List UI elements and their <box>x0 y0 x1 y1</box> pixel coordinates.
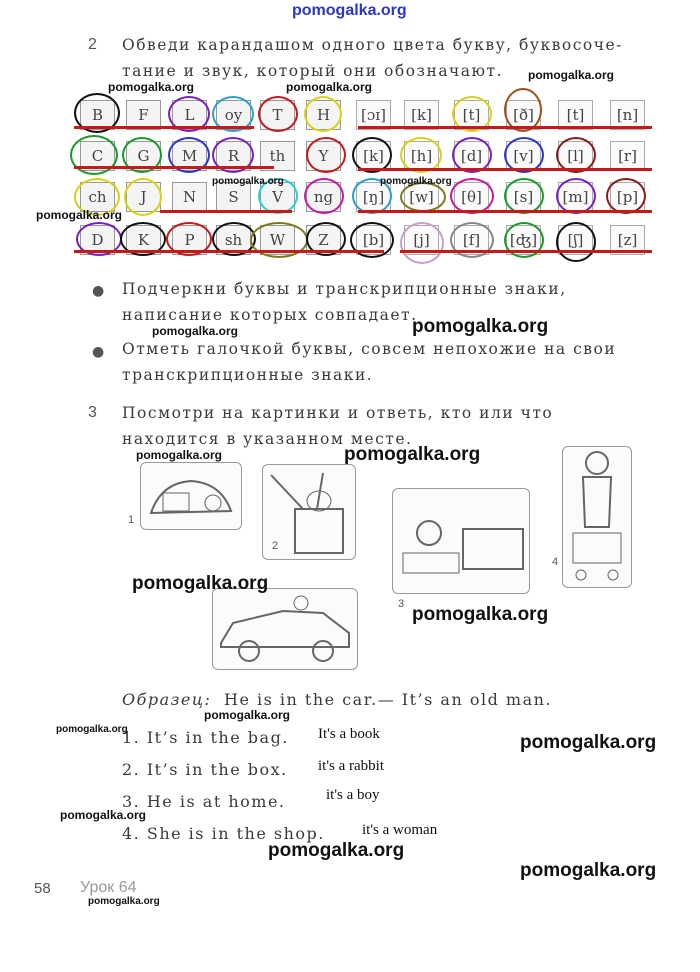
sound-cell: [v] <box>506 141 541 171</box>
red-underline <box>160 210 292 213</box>
bullet-2-line2: транскрипционные знаки. <box>122 366 374 384</box>
letter-cell: H <box>306 100 341 130</box>
letter-cell: S <box>216 182 251 212</box>
sound-cell: [n] <box>610 100 645 130</box>
sound-cell: [w] <box>404 182 439 212</box>
circle-mark <box>556 178 596 214</box>
circle-mark <box>306 137 346 173</box>
sample-label: Образец: <box>122 690 212 709</box>
picture-number: 4 <box>552 556 559 568</box>
red-underline <box>74 166 274 169</box>
sound-cell: [f] <box>454 225 489 255</box>
circle-mark <box>304 96 342 132</box>
watermark: pomogalka.org <box>380 176 452 187</box>
watermark: pomogalka.org <box>212 176 284 187</box>
illustration-car <box>212 588 358 670</box>
exercise-3-instruction-line1: Посмотри на картинки и ответь, кто или что <box>122 404 554 422</box>
sound-cell: [s] <box>506 182 541 212</box>
watermark: pomogalka.org <box>412 604 549 625</box>
question-1: 1. It’s in the bag. <box>122 728 289 747</box>
letter-cell: C <box>80 141 115 171</box>
sound-cell: [h] <box>404 141 439 171</box>
exercise-2-number: 2 <box>88 36 97 53</box>
red-underline <box>400 250 652 253</box>
watermark: pomogalka.org <box>56 724 128 735</box>
letter-cell: K <box>126 225 161 255</box>
sound-cell: [ʤ] <box>506 225 541 255</box>
sound-cell: [l] <box>558 141 593 171</box>
bullet-2-line1: Отметь галочкой буквы, совсем непохожие на свои <box>122 340 617 358</box>
bullet-icon: ● <box>92 344 105 360</box>
watermark: pomogalka.org <box>132 573 269 594</box>
circle-mark <box>258 96 298 132</box>
answer-4: it's a woman <box>362 822 438 838</box>
sample-text: He is in the car.— It’s an old man. <box>224 690 553 709</box>
circle-mark <box>124 178 162 216</box>
illustration-bag <box>140 462 242 530</box>
circle-mark <box>450 178 494 214</box>
red-underline <box>74 126 254 129</box>
bullet-1-line1: Подчеркни буквы и транскрипционные знаки, <box>122 280 567 298</box>
red-underline <box>358 126 652 129</box>
circle-mark <box>606 178 646 214</box>
bullet-1-line2: написание которых совпадает. <box>122 306 418 324</box>
sound-cell: [t] <box>558 100 593 130</box>
letter-cell: T <box>260 100 295 130</box>
watermark: pomogalka.org <box>204 708 291 722</box>
circle-mark <box>304 178 344 214</box>
watermark: pomogalka.org <box>88 896 160 907</box>
letter-cell: W <box>260 225 295 255</box>
exercise-2-instruction-line2: тание и звук, который они обозначают. <box>122 62 504 80</box>
circle-mark <box>504 178 544 214</box>
letter-cell: N <box>172 182 207 212</box>
letter-cell: L <box>172 100 207 130</box>
sound-cell: [θ] <box>454 182 489 212</box>
letter-cell: F <box>126 100 161 130</box>
letter-cell: M <box>172 141 207 171</box>
exercise-3-instruction-line2: находится в указанном месте. <box>122 430 413 448</box>
question-2: 2. It’s in the box. <box>122 760 288 779</box>
sound-cell: [m] <box>558 182 593 212</box>
red-underline <box>74 250 384 253</box>
letter-cell: P <box>172 225 207 255</box>
sound-cell: [ɔɪ] <box>356 100 391 130</box>
lesson-label: Урок 64 <box>80 879 137 896</box>
exercise-3-number: 3 <box>88 404 97 421</box>
illustration-boy-room <box>392 488 530 594</box>
sound-cell: [t] <box>454 100 489 130</box>
sound-cell: [ŋ] <box>356 182 391 212</box>
picture-number: 2 <box>272 540 279 552</box>
site-logo-watermark: pomogalka.org <box>292 2 407 19</box>
question-4: 4. She is in the shop. <box>122 824 325 843</box>
letter-cell: R <box>216 141 251 171</box>
letter-sound-grid <box>0 0 700 280</box>
sound-cell: [b] <box>356 225 391 255</box>
answer-3: it's a boy <box>326 787 380 803</box>
sound-cell: [r] <box>610 141 645 171</box>
watermark: pomogalka.org <box>520 732 657 753</box>
sound-cell: [k] <box>404 100 439 130</box>
letter-cell: th <box>260 141 295 171</box>
watermark: pomogalka.org <box>520 860 657 881</box>
watermark: pomogalka.org <box>528 68 615 82</box>
sound-cell: [d] <box>454 141 489 171</box>
watermark: pomogalka.org <box>152 324 239 338</box>
answer-1: It's a book <box>318 726 380 742</box>
watermark: pomogalka.org <box>286 80 373 94</box>
sound-cell: [ʃ] <box>558 225 593 255</box>
letter-cell: ng <box>306 182 341 212</box>
watermark: pomogalka.org <box>60 808 147 822</box>
bullet-icon: ● <box>92 283 105 299</box>
circle-mark <box>70 135 118 175</box>
letter-cell: D <box>80 225 115 255</box>
circle-mark <box>400 222 444 264</box>
letter-cell: B <box>80 100 115 130</box>
letter-cell: sh <box>216 225 251 255</box>
letter-cell: ch <box>80 182 115 212</box>
circle-mark <box>556 222 596 262</box>
watermark: pomogalka.org <box>136 448 223 462</box>
exercise-2-instruction-line1: Обведи карандашом одного цвета букву, буквосоче- <box>122 36 623 54</box>
red-underline <box>358 168 652 171</box>
letter-cell: oy <box>216 100 251 130</box>
letter-cell: V <box>260 182 295 212</box>
letter-cell: G <box>126 141 161 171</box>
sound-cell: [ð] <box>506 100 541 130</box>
picture-number: 1 <box>128 514 135 526</box>
sound-cell: [p] <box>610 182 645 212</box>
picture-number: 3 <box>398 598 405 610</box>
question-3: 3. He is at home. <box>122 792 286 811</box>
watermark: pomogalka.org <box>412 316 549 337</box>
letter-cell: Z <box>306 225 341 255</box>
watermark: pomogalka.org <box>36 208 123 222</box>
sound-cell: [k] <box>356 141 391 171</box>
illustration-shop-woman <box>562 446 632 588</box>
letter-cell: Y <box>306 141 341 171</box>
sound-cell: [z] <box>610 225 645 255</box>
letter-cell: J <box>126 182 161 212</box>
watermark: pomogalka.org <box>344 444 481 465</box>
watermark: pomogalka.org <box>108 80 195 94</box>
red-underline <box>358 210 652 213</box>
watermark: pomogalka.org <box>268 840 405 861</box>
answer-2: it's a rabbit <box>318 758 385 774</box>
page-number: 58 <box>34 880 51 897</box>
sound-cell: [j] <box>404 225 439 255</box>
